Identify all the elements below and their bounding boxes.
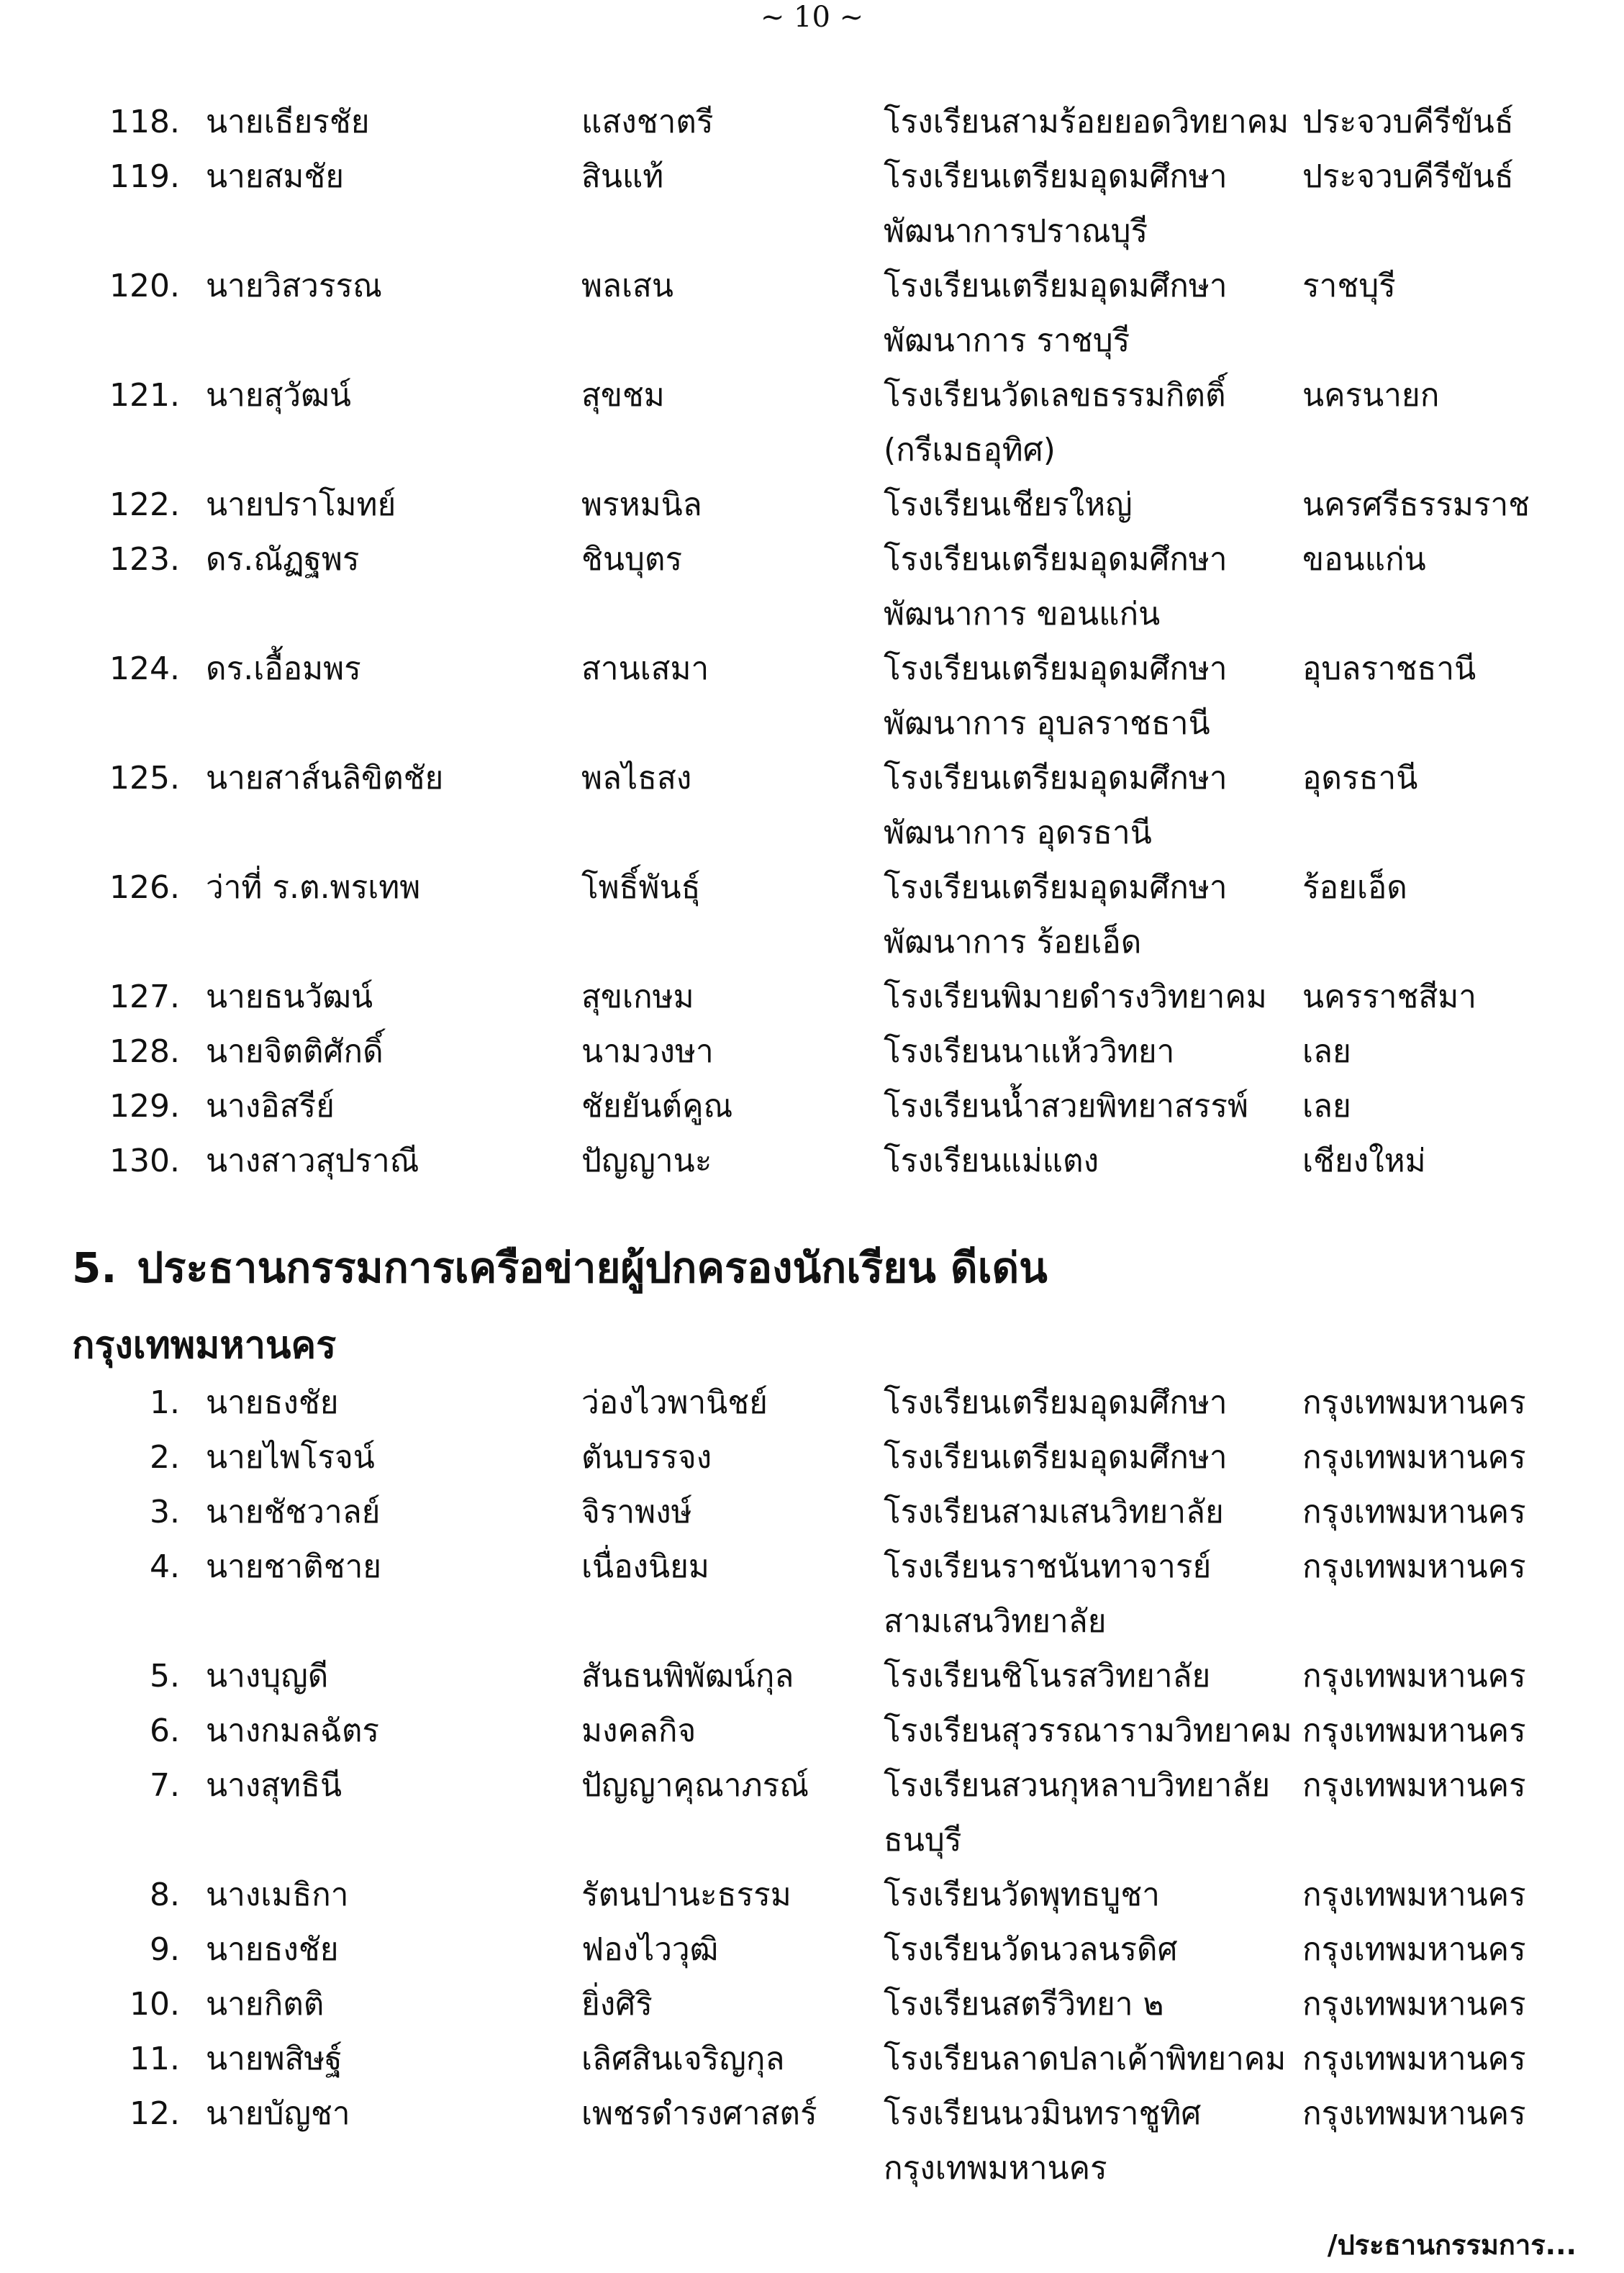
row-number: 8. <box>150 1877 180 1913</box>
school-name <box>884 95 1287 150</box>
row-number: 122. <box>109 486 180 523</box>
province: ขอนแก่น <box>1302 541 1426 578</box>
school-name-line: ธนบุรี <box>884 1822 962 1859</box>
last-name: รัตนปานะธรรม <box>581 1877 791 1913</box>
province: กรุงเทพมหานคร <box>1302 1712 1526 1749</box>
row-number: 124. <box>109 650 180 687</box>
first-name: นางเมธิกา <box>206 1877 349 1913</box>
row-number: 3. <box>150 1494 180 1530</box>
province: กรุงเทพมหานคร <box>1302 1384 1526 1421</box>
row-number: 10. <box>130 1986 180 2023</box>
last-name: ฟองไววุฒิ <box>581 1931 719 1968</box>
awardee-list-continued <box>0 95 1624 1189</box>
row-number: 9. <box>150 1931 180 1968</box>
school-name <box>884 2087 1287 2196</box>
row-number: 11. <box>130 2041 180 2077</box>
province: กรุงเทพมหานคร <box>1302 1658 1526 1694</box>
last-name: ว่องไวพานิชย์ <box>581 1384 768 1421</box>
first-name: นายสมชัย <box>206 158 345 195</box>
school-name <box>884 751 1287 861</box>
list-row <box>0 1759 1624 1868</box>
school-name-line: โรงเรียนเตรียมอุดมศึกษา <box>884 268 1228 304</box>
school-name <box>884 532 1287 642</box>
list-row <box>0 532 1624 642</box>
list-row <box>0 259 1624 368</box>
province: กรุงเทพมหานคร <box>1302 1548 1526 1585</box>
list-row <box>0 478 1624 532</box>
last-name: นามวงษา <box>581 1033 714 1070</box>
school-name <box>884 1649 1287 1704</box>
row-number: 119. <box>109 158 180 195</box>
school-name <box>884 259 1287 368</box>
province: อุดรธานี <box>1302 760 1418 797</box>
last-name: สุขเกษม <box>581 979 694 1015</box>
last-name: ยิ่งศิริ <box>581 1986 653 2023</box>
province: ประจวบคีรีขันธ์ <box>1302 158 1514 195</box>
school-name-line: โรงเรียนเตรียมอุดมศึกษา <box>884 869 1228 906</box>
school-name <box>884 1759 1287 1868</box>
school-name-line: โรงเรียนราชนันทาจารย์ <box>884 1548 1212 1585</box>
region-heading: กรุงเทพมหานคร <box>72 1324 337 1367</box>
last-name: แสงชาตรี <box>581 104 714 140</box>
school-name <box>884 1485 1287 1540</box>
province: เลย <box>1302 1088 1351 1125</box>
school-name <box>884 1868 1287 1923</box>
row-number: 12. <box>130 2095 180 2132</box>
school-name <box>884 478 1287 532</box>
last-name: พลเสน <box>581 268 673 304</box>
list-row <box>0 2087 1624 2196</box>
row-number: 128. <box>109 1033 180 1070</box>
province: กรุงเทพมหานคร <box>1302 1767 1526 1804</box>
school-name-line: โรงเรียนเตรียมอุดมศึกษา <box>884 1384 1228 1421</box>
first-name: ดร.เอื้อมพร <box>206 650 361 687</box>
last-name: มงคลกิจ <box>581 1712 697 1749</box>
province: กรุงเทพมหานคร <box>1302 2041 1526 2077</box>
first-name: นายธงชัย <box>206 1931 339 1968</box>
school-name <box>884 1079 1287 1134</box>
row-number: 5. <box>150 1658 180 1694</box>
section-number: 5. <box>72 1243 117 1292</box>
list-row <box>0 1430 1624 1485</box>
last-name: ชัยยันต์คูณ <box>581 1088 733 1125</box>
province: ร้อยเอ็ด <box>1302 869 1407 906</box>
list-row <box>0 150 1624 259</box>
province: ราชบุรี <box>1302 268 1396 304</box>
school-name-line: โรงเรียนเตรียมอุดมศึกษา <box>884 158 1228 195</box>
school-name-line: โรงเรียนลาดปลาเค้าพิทยาคม <box>884 2041 1287 2077</box>
page-number: ~ 10 ~ <box>760 1 864 34</box>
school-name-line: (กรีเมธอุทิศ) <box>884 432 1056 468</box>
first-name: นางสุทธินี <box>206 1767 343 1804</box>
school-name-line: โรงเรียนเตรียมอุดมศึกษา <box>884 650 1228 687</box>
first-name: นายกิตติ <box>206 1986 325 2023</box>
school-name-line: โรงเรียนสุวรรณารามวิทยาคม <box>884 1712 1292 1749</box>
first-name: นายปราโมทย์ <box>206 486 396 523</box>
school-name <box>884 1430 1287 1485</box>
last-name: จิราพงษ์ <box>581 1494 692 1530</box>
first-name: นายชาติชาย <box>206 1548 382 1585</box>
last-name: ตันบรรจง <box>581 1439 712 1476</box>
first-name: นายธนวัฒน์ <box>206 979 373 1015</box>
row-number: 123. <box>109 541 180 578</box>
school-name-line: โรงเรียนเตรียมอุดมศึกษา <box>884 541 1228 578</box>
row-number: 129. <box>109 1088 180 1125</box>
school-name-line: โรงเรียนเชียรใหญ่ <box>884 486 1133 523</box>
first-name: ดร.ณัฏฐพร <box>206 541 360 578</box>
school-name <box>884 1923 1287 1977</box>
list-row <box>0 861 1624 970</box>
last-name: สินแท้ <box>581 158 664 195</box>
province: เลย <box>1302 1033 1351 1070</box>
school-name-line: โรงเรียนพิมายดำรงวิทยาคม <box>884 979 1267 1015</box>
province: กรุงเทพมหานคร <box>1302 1494 1526 1530</box>
list-row <box>0 1923 1624 1977</box>
school-name-line: สามเสนวิทยาลัย <box>884 1603 1107 1640</box>
school-name-line: โรงเรียนแม่แตง <box>884 1143 1099 1179</box>
list-row <box>0 1540 1624 1649</box>
first-name: นายเธียรชัย <box>206 104 370 140</box>
school-name-line: พัฒนาการ ร้อยเอ็ด <box>884 924 1142 961</box>
first-name: นางอิสรีย์ <box>206 1088 335 1125</box>
province: นครนายก <box>1302 377 1440 414</box>
row-number: 130. <box>109 1143 180 1179</box>
first-name: นายบัญชา <box>206 2095 350 2132</box>
last-name: สันธนพิพัฒน์กุล <box>581 1658 794 1694</box>
list-row <box>0 2032 1624 2087</box>
school-name-line: พัฒนาการ ราชบุรี <box>884 322 1130 359</box>
school-name-line: โรงเรียนนาแห้ววิทยา <box>884 1033 1175 1070</box>
list-row <box>0 1649 1624 1704</box>
school-name-line: โรงเรียนชิโนรสวิทยาลัย <box>884 1658 1211 1694</box>
last-name: เพชรดำรงศาสตร์ <box>581 2095 817 2132</box>
school-name-line: โรงเรียนเตรียมอุดมศึกษา <box>884 760 1228 797</box>
list-row <box>0 1079 1624 1134</box>
first-name: นายสุวัฒน์ <box>206 377 351 414</box>
row-number: 7. <box>150 1767 180 1804</box>
school-name <box>884 368 1287 478</box>
province: กรุงเทพมหานคร <box>1302 1439 1526 1476</box>
first-name: นายวิสวรรณ <box>206 268 382 304</box>
province: นครศรีธรรมราช <box>1302 486 1530 523</box>
first-name: นางกมลฉัตร <box>206 1712 380 1749</box>
row-number: 1. <box>150 1384 180 1421</box>
first-name: นางบุญดี <box>206 1658 329 1694</box>
school-name <box>884 1540 1287 1649</box>
first-name: ว่าที่ ร.ต.พรเทพ <box>206 869 421 906</box>
school-name <box>884 1025 1287 1079</box>
province: กรุงเทพมหานคร <box>1302 1931 1526 1968</box>
school-name-line: โรงเรียนน้ำสวยพิทยาสรรพ์ <box>884 1088 1249 1125</box>
list-row <box>0 970 1624 1025</box>
province: นครราชสีมา <box>1302 979 1476 1015</box>
last-name: ชินบุตร <box>581 541 683 578</box>
school-name <box>884 1376 1287 1430</box>
list-row <box>0 642 1624 751</box>
last-name: พรหมนิล <box>581 486 702 523</box>
list-row <box>0 1868 1624 1923</box>
province: กรุงเทพมหานคร <box>1302 1877 1526 1913</box>
list-row <box>0 1977 1624 2032</box>
row-number: 120. <box>109 268 180 304</box>
school-name-line: พัฒนาการ อุบลราชธานี <box>884 705 1210 742</box>
row-number: 121. <box>109 377 180 414</box>
row-number: 126. <box>109 869 180 906</box>
school-name <box>884 1134 1287 1189</box>
last-name: สานเสมา <box>581 650 709 687</box>
school-name-line: โรงเรียนวัดพุทธบูชา <box>884 1877 1160 1913</box>
list-row <box>0 751 1624 861</box>
school-name-line: พัฒนาการ ขอนแก่น <box>884 596 1161 632</box>
school-name <box>884 2032 1287 2087</box>
school-name-line: โรงเรียนวัดนวลนรดิศ <box>884 1931 1178 1968</box>
row-number: 2. <box>150 1439 180 1476</box>
school-name <box>884 1977 1287 2032</box>
list-row <box>0 1025 1624 1079</box>
school-name <box>884 861 1287 970</box>
row-number: 118. <box>109 104 180 140</box>
school-name-line: โรงเรียนเตรียมอุดมศึกษา <box>884 1439 1228 1476</box>
list-row <box>0 95 1624 150</box>
last-name: สุขชม <box>581 377 665 414</box>
awardee-list-bangkok <box>0 1376 1624 2196</box>
school-name <box>884 1704 1292 1759</box>
row-number: 6. <box>150 1712 180 1749</box>
first-name: นายชัชวาลย์ <box>206 1494 381 1530</box>
school-name-line: พัฒนาการปราณบุรี <box>884 213 1148 250</box>
school-name-line: โรงเรียนสามเสนวิทยาลัย <box>884 1494 1224 1530</box>
last-name: เลิศสินเจริญกุล <box>581 2041 785 2077</box>
last-name: โพธิ์พันธุ์ <box>581 869 701 906</box>
province: กรุงเทพมหานคร <box>1302 2095 1526 2132</box>
list-row <box>0 368 1624 478</box>
section-title-text: ประธานกรรมการเครือข่ายผู้ปกครองนักเรียน ดีเด่น <box>137 1243 1048 1292</box>
school-name <box>884 642 1287 751</box>
school-name-line: โรงเรียนสามร้อยยอดวิทยาคม <box>884 104 1289 140</box>
continuation-note: /ประธานกรรมการ... <box>1327 2229 1577 2261</box>
last-name: พลไธสง <box>581 760 692 797</box>
first-name: นายพสิษฐ์ <box>206 2041 343 2077</box>
list-row <box>0 1704 1624 1759</box>
first-name: นายไพโรจน์ <box>206 1439 375 1476</box>
school-name <box>884 970 1287 1025</box>
last-name: เนื่องนิยม <box>581 1548 709 1585</box>
school-name <box>884 150 1287 259</box>
province: เชียงใหม่ <box>1302 1143 1426 1179</box>
list-row <box>0 1376 1624 1430</box>
section-heading <box>72 1239 1048 1297</box>
list-row <box>0 1134 1624 1189</box>
province: กรุงเทพมหานคร <box>1302 1986 1526 2023</box>
row-number: 127. <box>109 979 180 1015</box>
first-name: นางสาวสุปราณี <box>206 1143 419 1179</box>
school-name-line: พัฒนาการ อุดรธานี <box>884 815 1152 851</box>
school-name-line: โรงเรียนสตรีวิทยา ๒ <box>884 1986 1164 2023</box>
list-row <box>0 1485 1624 1540</box>
province: ประจวบคีรีขันธ์ <box>1302 104 1514 140</box>
school-name-line: โรงเรียนวัดเลขธรรมกิตติ์ <box>884 377 1226 414</box>
last-name: ปัญญานะ <box>581 1143 712 1179</box>
first-name: นายสาส์นลิขิตชัย <box>206 760 444 797</box>
school-name-line: โรงเรียนสวนกุหลาบวิทยาลัย <box>884 1767 1271 1804</box>
school-name-line: โรงเรียนนวมินทราชูทิศ <box>884 2095 1202 2132</box>
school-name-line: กรุงเทพมหานคร <box>884 2150 1107 2187</box>
first-name: นายจิตติศักดิ์ <box>206 1033 384 1070</box>
last-name: ปัญญาคุณาภรณ์ <box>581 1767 809 1804</box>
row-number: 4. <box>150 1548 180 1585</box>
province: อุบลราชธานี <box>1302 650 1476 687</box>
first-name: นายธงชัย <box>206 1384 339 1421</box>
row-number: 125. <box>109 760 180 797</box>
